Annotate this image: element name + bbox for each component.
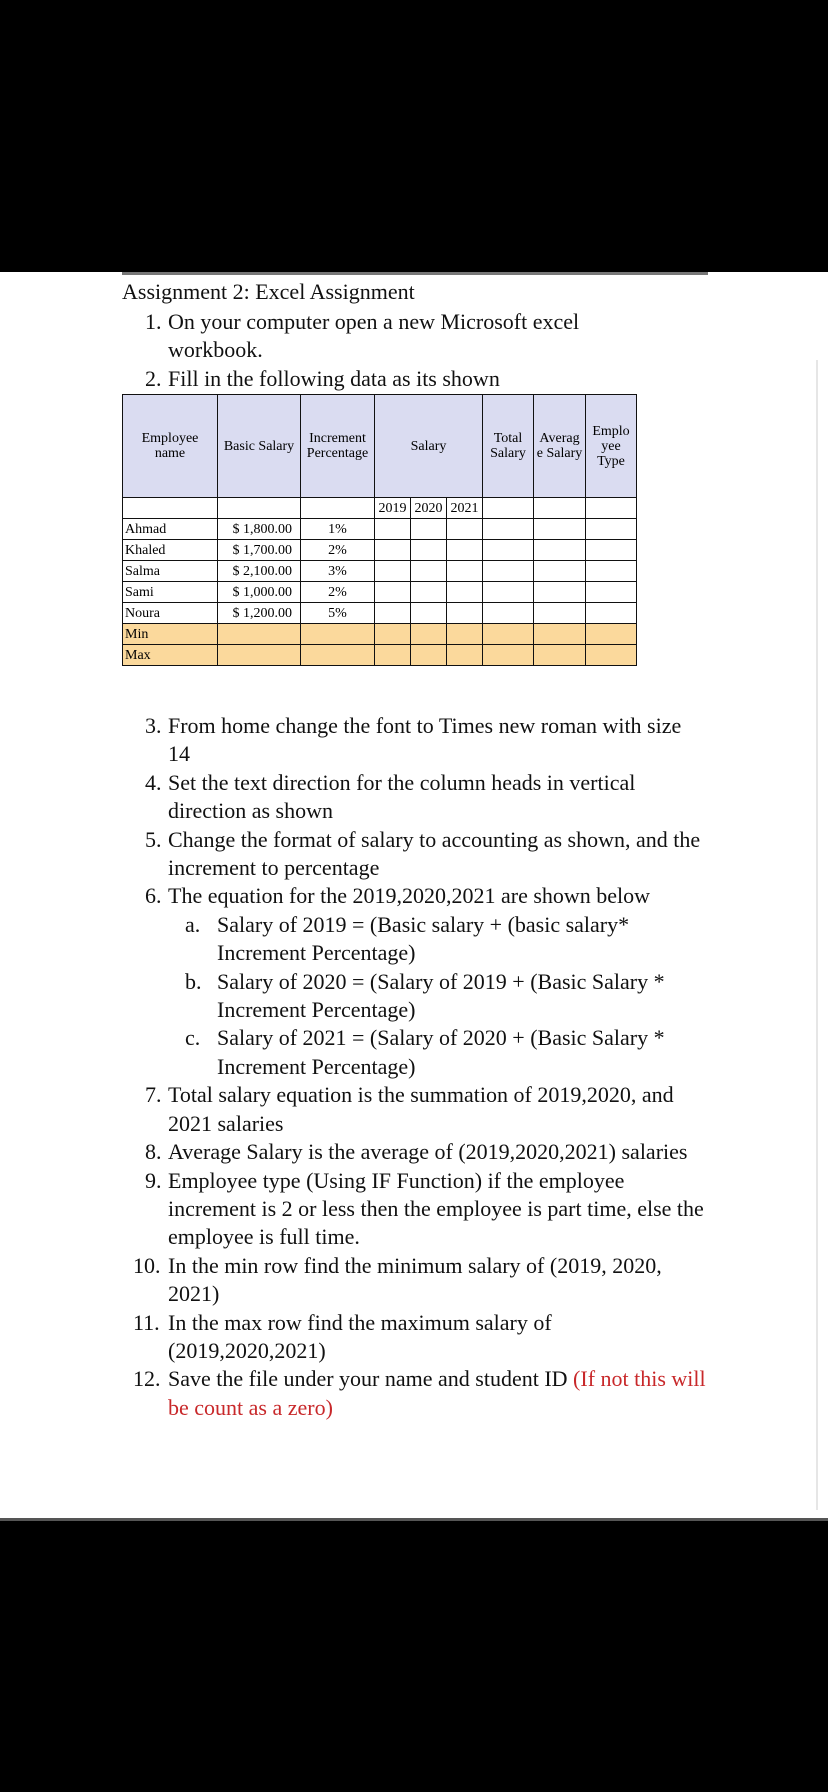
step-2 — [145, 365, 708, 393]
step-warning-note: (If not this will be count as a zero) — [168, 1366, 706, 1420]
increment-percentage: 5% — [301, 603, 375, 624]
step-1 — [145, 308, 708, 365]
step-3 — [145, 712, 708, 769]
step-6 — [145, 882, 708, 910]
step-text — [217, 911, 708, 968]
step-text-main: Salary of 2021 = (Salary of 2020 + (Basic Salary * Increment Percentage) — [217, 1025, 665, 1079]
table-row — [123, 519, 637, 540]
step-number: 10. — [133, 1252, 161, 1278]
step-number: 5. — [145, 826, 162, 852]
header-increment: Increment Percentage — [301, 395, 375, 498]
step-number: c. — [185, 1025, 201, 1051]
step-text: Fill in the following data as its shown — [168, 366, 500, 391]
page-edge — [816, 360, 818, 1510]
step-12 — [133, 1365, 708, 1422]
table-row — [123, 540, 637, 561]
step-text — [168, 1252, 708, 1309]
step-text-main: Salary of 2020 = (Salary of 2019 + (Basic Salary * Increment Percentage) — [217, 968, 665, 1023]
year-2019: 2019 — [375, 498, 411, 519]
step-text-main: From home change the font to Times new roman with size 14 — [168, 713, 682, 767]
step-text — [168, 882, 708, 910]
step-7 — [145, 1081, 708, 1138]
step-text-main: Salary of 2019 = (Basic salary + (basic salary* Increment Percentage) — [217, 911, 630, 966]
year-2021: 2021 — [447, 498, 483, 519]
basic-salary: $ 1,700.00 — [218, 540, 301, 561]
step-9 — [145, 1167, 708, 1252]
step-11 — [133, 1309, 708, 1366]
header-basic-salary: Basic Salary — [218, 395, 301, 498]
step-number: 9. — [145, 1167, 162, 1193]
basic-salary: $ 2,100.00 — [218, 561, 301, 582]
header-employee-type: Emplo yee Type — [586, 395, 637, 498]
table-row — [123, 582, 637, 603]
step-text-main: Average Salary is the average of (2019,2020,2021) salaries — [168, 1139, 688, 1165]
table-row — [123, 561, 637, 582]
step-text — [168, 1309, 708, 1366]
step-4 — [145, 769, 708, 826]
min-label: Min — [123, 624, 218, 645]
bottom-rule — [0, 1518, 828, 1521]
basic-salary: $ 1,200.00 — [218, 603, 301, 624]
step-text — [168, 712, 708, 769]
increment-percentage: 2% — [301, 582, 375, 603]
step-text-main: Change the format of salary to accounting as shown, and the increment to percentage — [168, 826, 701, 881]
step-c — [185, 1024, 708, 1081]
step-number: 6. — [145, 883, 162, 909]
step-text — [168, 1138, 708, 1166]
step-number: a. — [185, 911, 201, 937]
employee-name: Salma — [123, 561, 218, 582]
step-number: 4. — [145, 769, 162, 795]
step-text — [217, 968, 708, 1025]
step-number: 3. — [145, 713, 162, 738]
step-text — [168, 826, 708, 883]
step-number: 12. — [133, 1366, 161, 1392]
step-text — [168, 1081, 708, 1138]
basic-salary: $ 1,800.00 — [218, 519, 301, 540]
step-text-main: Employee type (Using IF Function) if the employee increment is 2 or less then the employee is part time, else the employee is full time. — [168, 1167, 704, 1250]
step-number: 1. — [145, 309, 162, 334]
employee-name: Sami — [123, 582, 218, 603]
increment-percentage: 3% — [301, 561, 375, 582]
step-text — [217, 1024, 708, 1081]
header-total-salary: Total Salary — [483, 395, 534, 498]
step-5 — [145, 826, 708, 883]
increment-percentage: 1% — [301, 519, 375, 540]
step-number: 2. — [145, 366, 162, 391]
table-row — [123, 603, 637, 624]
step-number: 8. — [145, 1139, 162, 1165]
step-text-main: Total salary equation is the summation of 2019,2020, and 2021 salaries — [168, 1082, 674, 1136]
header-employee-name: Employee name — [123, 395, 218, 498]
max-row — [123, 645, 637, 666]
step-number: b. — [185, 968, 202, 994]
assignment-title: Assignment 2: Excel Assignment — [122, 279, 415, 304]
table-header-row — [123, 395, 637, 498]
step-10 — [133, 1252, 708, 1309]
basic-salary: $ 1,000.00 — [218, 582, 301, 603]
employee-name: Noura — [123, 603, 218, 624]
header-average-salary: Averag e Salary — [534, 395, 586, 498]
header-salary: Salary — [375, 395, 483, 498]
step-text — [168, 1167, 708, 1252]
max-label: Max — [123, 645, 218, 666]
employee-table — [122, 394, 637, 666]
step-8 — [145, 1138, 708, 1166]
step-number: 7. — [145, 1082, 162, 1108]
step-text-main: In the min row find the minimum salary of (2019, 2020, 2021) — [168, 1252, 662, 1307]
step-text-main: Set the text direction for the column heads in vertical direction as shown — [168, 769, 636, 824]
step-a — [185, 911, 708, 968]
top-rule — [122, 272, 708, 275]
min-row — [123, 624, 637, 645]
step-number: 11. — [133, 1309, 160, 1335]
employee-name: Khaled — [123, 540, 218, 561]
step-text-main: The equation for the 2019,2020,2021 are shown below — [168, 883, 651, 909]
year-row — [123, 498, 637, 519]
step-text — [168, 1365, 708, 1422]
step-text — [168, 769, 708, 826]
step-b — [185, 968, 708, 1025]
step-text: On your computer open a new Microsoft excel workbook. — [168, 309, 580, 363]
step-text-main: Save the file under your name and student ID — [168, 1366, 568, 1392]
increment-percentage: 2% — [301, 540, 375, 561]
step-text-main: In the max row find the maximum salary of (2019,2020,2021) — [168, 1309, 552, 1363]
year-2020: 2020 — [411, 498, 447, 519]
employee-name: Ahmad — [123, 519, 218, 540]
